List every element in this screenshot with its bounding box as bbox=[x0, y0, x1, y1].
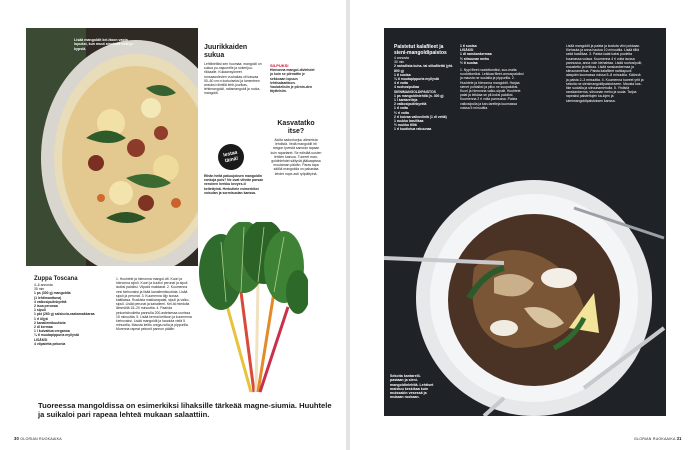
sidebar-chopping bbox=[270, 64, 316, 93]
sidebar-body: Aloita sadonkorjuu alimmista lehdistä. Vedä mangoldit irti rangon tyvestä samoan tapaan kuin rapartaret. Se edistää uusien lehtien kasvua. Tuoreet man-goldinlehdet säilyvät jääkaapissa muutaman päivän. Paras tapa säilöä mangoldia on pakastaa lehdet nope-asti ryöpättyinä. bbox=[270, 138, 322, 176]
ingredient-item: ½ rl voita bbox=[394, 110, 409, 115]
ingredient-item: 4 rl voita bbox=[394, 81, 408, 86]
ingredient-item: LISÄKSI bbox=[34, 337, 48, 342]
ingredient-item: 4 viipaletta pekonia bbox=[34, 341, 66, 346]
zuppa-toscana-image bbox=[26, 28, 198, 266]
ingredient-item: ¼ tl muutapippuria myllystä bbox=[394, 77, 439, 82]
recipe-title: Paistetut kalafileet ja sieni-mangoldipaistos bbox=[394, 44, 447, 56]
folio-left bbox=[14, 436, 62, 441]
ingredient-item: 1 l kantarelleja bbox=[394, 98, 418, 103]
recipe-fish-column-2 bbox=[460, 44, 526, 110]
ingredient-item: ¼ tl muutapippuria myllystä bbox=[34, 333, 79, 338]
recipe-steps: 1. Nypi fileet ruodottomiksi, suo-maita ruodottomiksi. Leikkaa fileet-annospaloiksi ja mausta ne suolalla ja pippurilla. 2. Huuhtele ja hienonna mangoldit. Harjaa sienet puhtaiksi ja pilko ne suupaloiksi. Kuori ja hienonna valko-sipulit. Huuhtele palat ja leikkaa se pil-koksi paloiksi. Kuumenna 2 rl voita pannussa. Paista valkosipulia ja kan-tarelleja kuumassa voissa 5 minuuttia. bbox=[460, 68, 524, 110]
folio-text: GLORIAN RUOKAAIKA bbox=[634, 437, 676, 441]
ingredient-item: 1 rl voita bbox=[394, 106, 408, 111]
ingredient-item: 1 rl öljyä bbox=[34, 316, 48, 321]
badge-text: Ethän heitä pakuujoksen mangoldin ronkoja pois? Ne ovat viheän parsan veroinen herkku kevyes-ti keitettyinä. Herkuttele esimerkiksi voisulan ja sormisuolan kanssa. bbox=[204, 174, 264, 195]
sidebar-grow-yourself bbox=[270, 120, 322, 176]
ingredient-item: ½ tl suolaa bbox=[460, 60, 478, 65]
ingredient-item: 2 isoa perunaa bbox=[34, 304, 58, 309]
ingredient-item: 1 rl kuutiotua rakuunaa bbox=[394, 127, 432, 132]
recipe-title: Zuppa Toscana bbox=[34, 276, 78, 282]
recipe-zuppa-toscana bbox=[34, 276, 110, 346]
sidebar-related-roots bbox=[204, 44, 264, 96]
sidebar-title: Kasvatatko itse? bbox=[277, 120, 315, 135]
ingredient-item: 1 l kuivattua oreganoa bbox=[34, 329, 70, 334]
sidebar-title: Juurikkaiden sukua bbox=[204, 44, 248, 59]
ingredient-item: LISÄKSI bbox=[460, 48, 474, 53]
left-page bbox=[0, 0, 346, 450]
chard-bunch-image bbox=[196, 222, 308, 394]
recipe-time: 30 min bbox=[394, 60, 405, 65]
page-number: 31 bbox=[676, 436, 682, 441]
recipe-servings: 4 annosta bbox=[394, 56, 409, 60]
page-number: 30 bbox=[14, 436, 20, 441]
recipe-steps: 1. Huuhtele ja hienonna mangol-dit. Kuori ja hienonna sipuli. Kuori ja kuutioi perunat ja sipuli isoiksi paloiksi. Viipaloi makkarat. 2. Kuumenna vesi kiehuvaksi ja lisää kanaliemikuutiota. Lisää sipuli ja perunat. 3. Kuumenna öljy isossa kattilassa. Ruskista makkarapalat, sipuli ja valko-sipuli. Lisää perunat ja kanaliemi. Kei-tä miedolla lämmöllä 15–20 minuuttia. 4. Paahda pekonisiivuiletta pannulla 200-asteisessa uunissa 15 minuuttia. 5. Lisää kerma keittoon ja kuumenna kiehuvaksi. Lisää mangoldit ja hauduta vielä 5 minuuttia. Mausta keitto orega-nolla ja pippurilla. Murenna rapeat pekonit pannun päälle. bbox=[116, 277, 192, 332]
soup-photo-caption: Lisää mangoldit kei-ttoon vasta lopuksi, kun muut ainekset ovat jo kypsiä. bbox=[74, 38, 133, 51]
tip-badge bbox=[216, 142, 247, 173]
folio-right bbox=[634, 436, 682, 441]
ingredient-item: 1 ruukku basilikaa bbox=[394, 119, 424, 124]
ingredient-item: 1 tl suolaa bbox=[394, 72, 411, 77]
folio-text: GLORIAN RUOKAAIKA bbox=[20, 437, 62, 441]
ingredient-item: 1 ps mangoldinlehtiä (n. 300 g) bbox=[394, 93, 444, 98]
ingredient-item: 2 nahallista kuha- tai siikafilettä (yht. 800 g) bbox=[394, 64, 453, 73]
ingredient-item: 1 dl ranskankermaa bbox=[460, 52, 492, 57]
ingredient-item: ½ sitruunan mehu bbox=[460, 56, 490, 61]
recipe-steps-continued: Lisää mangoldit ja paista ja kostuta viini pokkaan. Kiehauta ja anna hautua 10 minuuttia. Lisää tilliä sekä basilikaa. 3. Paista kalat kaksi puolelta kuumassa voissa. Kuumenna 4 rl voita isossa pannussa, anna voin kiehahtaa. Lisää ruohosipulit, maustettu ja leikkaa. Lisää ranskankermaa ja sitruunamehua. Paista kalafileet nahkapuoli alaspäin kuumassa voissa 5–8 minuuttia. Käännä ja paista 2–3 minuuttia. 4. Kuumenna tuoreet yrtit ja sekoita ne sienimangoldipaistokseen. Mausta kas-tike suolalla ja sitruunamehulla. 5. Yhdistä ranskankerma, sitruunan mehu ja suola. Tarjoa rapeaksi paistettujen ka-lojen ja sienimangoldipaistoksen kanssa. bbox=[566, 44, 644, 103]
ingredient-item: 1 pkt (260 g) salsiccia-raakamakkaraa bbox=[34, 312, 95, 317]
ingredient-item: 2 valkosipulinkynttä bbox=[394, 102, 427, 107]
fish-photo-caption: Sekoita kantarelli-pastaan ja sieni-mangoldinlehtiä. Lehtiset maistuu keskikaa kuin muissakin vesessä ja mukaan ruokaan. bbox=[390, 374, 434, 400]
ingredient-item: 2 rl kuivaa valkoviiniä (1 dl vettä) bbox=[394, 114, 447, 119]
ingredient-item: ½ ruukku tilliä bbox=[394, 123, 417, 128]
ingredient-item: 2 dl kermaa bbox=[34, 325, 53, 330]
recipe-servings: 4–6 annosta bbox=[34, 283, 53, 287]
ingredient-item: 1 tl suolaa bbox=[460, 44, 477, 48]
ingredient-list-extra bbox=[460, 44, 526, 65]
ingredient-item: 1 ps (300 g) mangoldia bbox=[34, 291, 71, 296]
recipe-time: 35 min bbox=[34, 287, 45, 292]
sidebar-body: Lehtibietiksi sen huomaa: mangoldi on sukua pu-najuurelle ja sokerijuu-rikkaalle. Kukaansyöneet runsaasolevien vuokakas-vit kasvaa 50–60 cm:n korkuiseksi ja lomenteen ansoksi niimillä lehti-juurikas, lehtimangoldi, raitamangoldi ja ruoka-mangoldi. bbox=[204, 62, 262, 96]
badge-label: Iestaa tämä! bbox=[222, 149, 239, 165]
ingredient-item: 4 valkosipulinkynttä bbox=[34, 299, 67, 304]
ingredient-item: 2 kanaliemikuutiota bbox=[34, 320, 66, 325]
ingredient-list bbox=[34, 291, 110, 346]
soup-photo bbox=[26, 28, 198, 266]
sidebar-body: Hienonna mangol-divlehdet jo kuin se piirnattin je sekkoaan lopuun lehtisalaatticon. Vaolakrlisiin je piirnin-den täyttelsiin. bbox=[270, 68, 315, 94]
ingredient-item: 4 ruohosipuliaa bbox=[394, 85, 420, 90]
right-page bbox=[350, 0, 696, 450]
pull-quote: Tuoreessa mangoldissa on esimerkiksi lihaksille tärkeää magne-siumia. Huuhtele ja suikaloi pari rapeaa lehteä mukaan salaattiin. bbox=[38, 401, 332, 419]
ingredient-item: 1 sipuli bbox=[34, 308, 46, 313]
sidebar-label: SILPUKSI bbox=[270, 63, 289, 68]
ingredient-list bbox=[394, 64, 456, 131]
ingredient-item: SIENIMANGOLDIPAISTOS bbox=[394, 89, 436, 94]
ingredient-item: (1 lehtimanttuna) bbox=[34, 295, 62, 300]
recipe-fish bbox=[394, 44, 456, 132]
